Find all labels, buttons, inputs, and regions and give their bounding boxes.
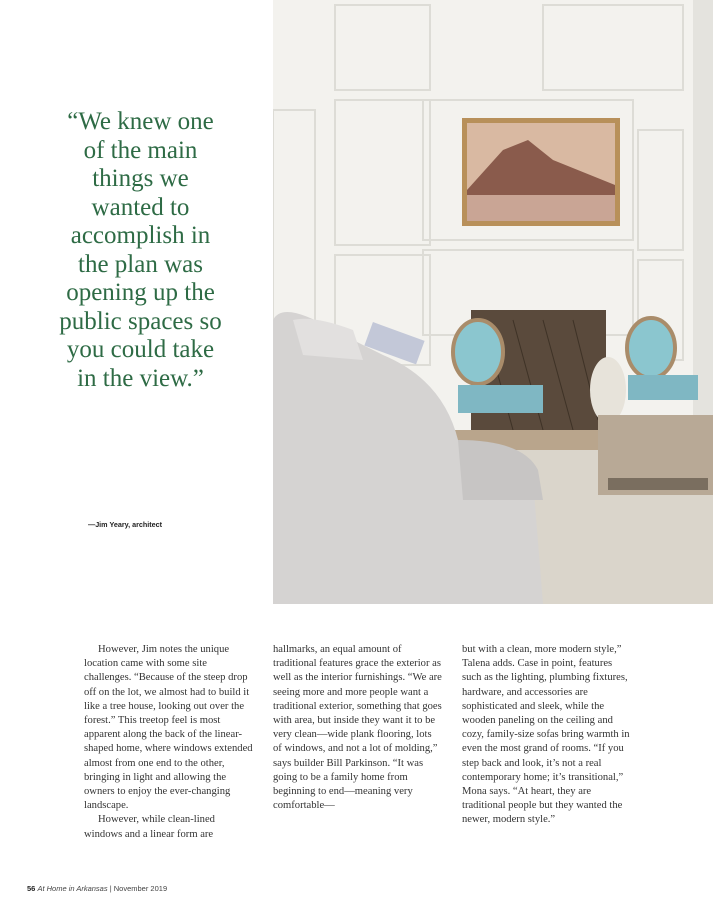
- living-room-illustration: [273, 0, 713, 604]
- publication-name: At Home in Arkansas: [37, 884, 108, 893]
- article-paragraph: but with a clean, more modern style,” Talena adds. Case in point, features such as the lighting, plumbing fixtures, hardware, and accessories are sophisticated and sleek, while the wooden paneling on the ceiling and cozy, family-size sofas bring warmth in even the most grand of rooms. “If you step back and look, it’s not a real contemporary home; it’s transitional,” Mona says. “At heart, they are traditional people but they wanted the newer, modern style.”: [462, 644, 630, 826]
- pull-quote: “We knew one of the main things we wanted to accomplish in the plan was opening up the public spaces so you could take in the view.”: [59, 108, 222, 392]
- article-body: [84, 643, 640, 842]
- article-column-3: [462, 643, 632, 842]
- article-paragraph: hallmarks, an equal amount of traditional features grace the exterior as well as the interior furnishings. “We are seeing more and more people want a traditional exterior, something that goes with area, but inside they want it to be very clean—wide plank flooring, lots of windows, and not a lot of molding,” says builder Bill Parkinson. “It was going to be a family home from beginning to end—meaning very comfortable—: [273, 644, 442, 812]
- article-paragraph: However, while clean-lined windows and a linear form are: [84, 814, 215, 840]
- issue-date: November 2019: [113, 884, 168, 893]
- article-column-2: [273, 643, 443, 842]
- quote-attribution: —Jim Yeary, architect: [88, 520, 163, 529]
- footer-separator: |: [109, 884, 112, 893]
- page-footer: [27, 884, 167, 893]
- article-column-1: [84, 643, 254, 842]
- article-paragraph: However, Jim notes the unique location came with some site challenges. “Because of the steep drop off on the lot, we almost had to build it like a tree house, looking out over the forest.” This treetop feel is most apparent along the back of the linear-shaped home, where windows extended almost from one end to the other, bringing in light and allowing the owners to enjoy the ever-changing landscape.: [84, 644, 253, 812]
- page-number: 56: [27, 884, 36, 893]
- living-room-photo: [273, 0, 713, 604]
